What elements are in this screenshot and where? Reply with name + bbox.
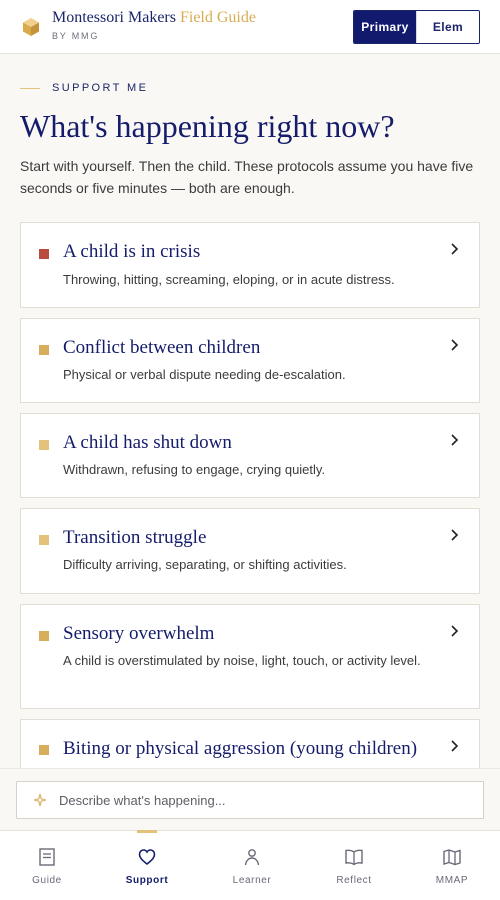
level-primary-button[interactable]: Primary	[354, 11, 416, 43]
app-header	[0, 0, 500, 54]
card-title: A child has shut down	[63, 432, 232, 453]
card-title: Sensory overwhelm	[63, 623, 215, 644]
card-sensory[interactable]	[20, 604, 480, 709]
nav-reflect[interactable]	[309, 831, 399, 900]
card-title: Transition struggle	[63, 527, 207, 548]
chevron-right-icon	[449, 434, 459, 446]
nav-support[interactable]	[102, 831, 192, 900]
card-crisis[interactable]	[20, 222, 480, 308]
nav-label: Learner	[232, 875, 272, 886]
chevron-right-icon	[449, 243, 459, 255]
level-toggle	[353, 10, 480, 44]
card-description: A child is overstimulated by noise, light, touch, or activity level.	[63, 653, 421, 668]
card-title: A child is in crisis	[63, 241, 201, 262]
brand-title	[52, 9, 256, 27]
status-square	[39, 249, 49, 259]
card-transition[interactable]	[20, 508, 480, 594]
sparkle-icon	[33, 793, 47, 807]
card-title: Biting or physical aggression (young children)	[63, 738, 418, 759]
card-title: Conflict between children	[63, 337, 261, 358]
nav-label: Reflect	[336, 875, 372, 886]
status-square	[39, 535, 49, 545]
book-icon	[344, 847, 364, 867]
card-description: Throwing, hitting, screaming, eloping, or in acute distress.	[63, 272, 395, 287]
chevron-right-icon	[449, 740, 459, 752]
brand-accent: Field Guide	[179, 9, 256, 26]
card-description: Physical or verbal dispute needing de-escalation.	[63, 367, 346, 382]
eyebrow-rule	[20, 88, 40, 89]
intro-text: Start with yourself. Then the child. These protocols assume you have five seconds or five minutes — both are enough.	[20, 158, 474, 196]
level-elem-button[interactable]: Elem	[416, 11, 479, 43]
describe-bar	[0, 768, 500, 830]
brand-subtitle: BY MMG	[52, 31, 100, 41]
nav-label: MMAP	[435, 875, 469, 886]
nav-mmap[interactable]	[407, 831, 497, 900]
status-square	[39, 440, 49, 450]
card-description: Difficulty arriving, separating, or shifting activities.	[63, 557, 347, 572]
chevron-right-icon	[449, 339, 459, 351]
status-square	[39, 345, 49, 355]
nav-learner[interactable]	[207, 831, 297, 900]
status-square	[39, 631, 49, 641]
map-icon	[442, 847, 462, 867]
person-icon	[242, 847, 262, 867]
describe-input[interactable]	[16, 781, 484, 819]
page-title: What's happening right now?	[20, 108, 395, 144]
section-eyebrow: SUPPORT ME	[52, 82, 149, 94]
cube-icon	[22, 17, 40, 37]
card-conflict[interactable]	[20, 318, 480, 403]
nav-label: Support	[125, 875, 169, 886]
describe-placeholder: Describe what's happening...	[59, 793, 226, 808]
nav-label: Guide	[32, 875, 62, 886]
status-square	[39, 745, 49, 755]
brand-name: Montessori Makers	[52, 9, 176, 26]
chevron-right-icon	[449, 529, 459, 541]
heart-icon	[137, 847, 157, 867]
bottom-nav	[0, 830, 500, 900]
card-shutdown[interactable]	[20, 413, 480, 498]
document-icon	[37, 847, 57, 867]
nav-guide[interactable]	[2, 831, 92, 900]
card-description: Withdrawn, refusing to engage, crying quietly.	[63, 462, 326, 477]
chevron-right-icon	[449, 625, 459, 637]
